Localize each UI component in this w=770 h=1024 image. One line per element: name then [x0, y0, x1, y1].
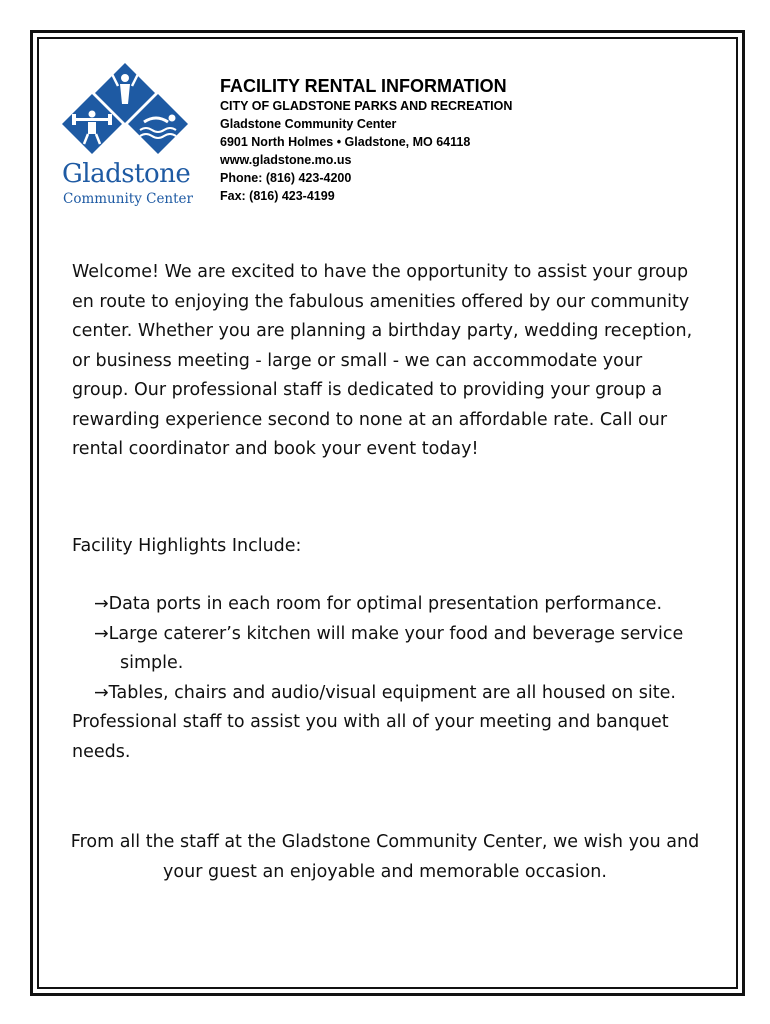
fax: Fax: (816) 423-4199 [220, 189, 335, 203]
header-block [220, 75, 640, 205]
center-name: Gladstone Community Center [220, 117, 397, 131]
list-item-text: Tables, chairs and audio/visual equipment are all housed on site. [108, 682, 676, 703]
logo-subtitle: Community Center [63, 191, 193, 207]
highlights-list [72, 590, 702, 767]
welcome-paragraph: Welcome! We are excited to have the opportunity to assist your group en route to enjoying the fabulous amenities offered by our community center. Whether you are planning a birthday party, wedding reception, or business meeting - large or small - we can accommodate your group. Our professional staff is dedicated to providing your group a rewarding experience second to none at an affordable rate. Call our rental coordinator and book your event today! [72, 262, 693, 459]
highlights-title: Facility Highlights Include: [72, 536, 302, 556]
website-link[interactable]: www.gladstone.mo.us [220, 153, 352, 167]
closing-message: From all the staff at the Gladstone Community Center, we wish you and your guest an enjoyable and memorable occasion. [70, 832, 700, 882]
list-item-text: Data ports in each room for optimal presentation performance. [108, 594, 663, 614]
arrow-icon: → [94, 594, 109, 614]
address: 6901 North Holmes • Gladstone, MO 64118 [220, 135, 471, 149]
list-item [72, 590, 702, 620]
list-item-continuation: simple. [120, 653, 184, 673]
highlights-extra: Professional staff to assist you with all of your meeting and banquet needs. [72, 712, 669, 762]
list-item-text: Large caterer’s kitchen will make your food and beverage service [108, 623, 684, 644]
logo-name: Gladstone [62, 159, 191, 189]
phone: Phone: (816) 423-4200 [220, 171, 352, 185]
list-item [72, 679, 702, 709]
page-title: FACILITY RENTAL INFORMATION [220, 76, 507, 96]
arrow-icon: → [94, 623, 109, 644]
list-item [72, 620, 702, 679]
arrow-icon: → [94, 682, 109, 703]
org-name: CITY OF GLADSTONE PARKS AND RECREATION [220, 99, 513, 113]
